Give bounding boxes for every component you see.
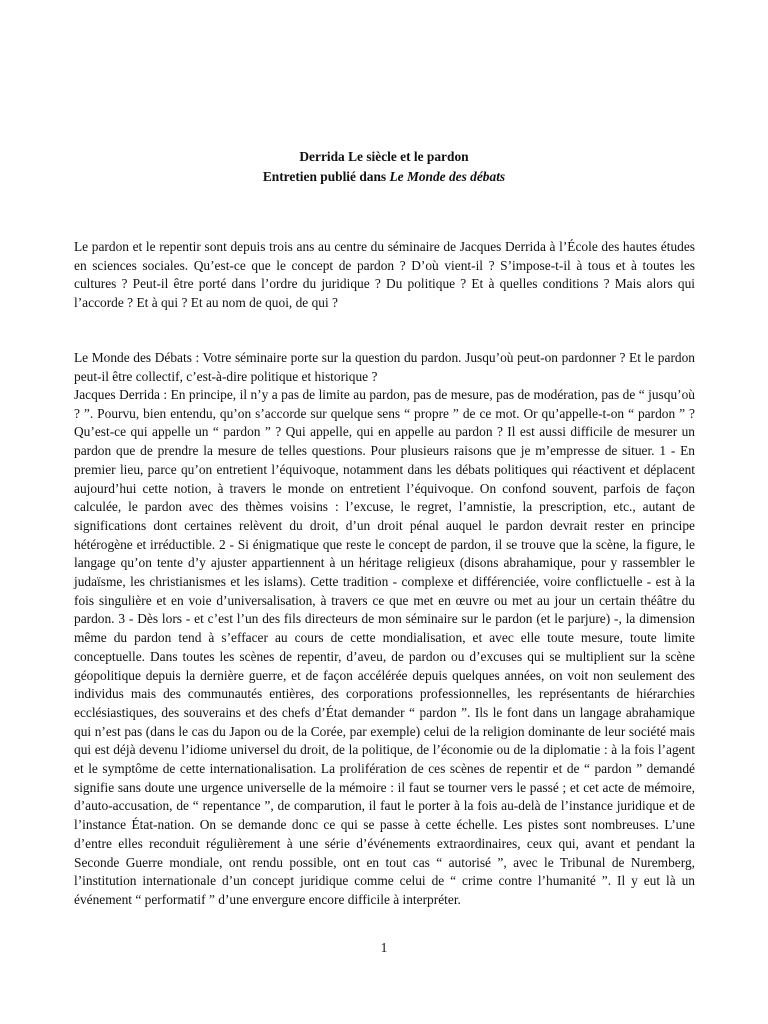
document-title: Derrida Le siècle et le pardon	[299, 149, 469, 164]
title-block	[0, 147, 768, 187]
publication-name: Le Monde des débats	[389, 169, 506, 184]
intro-paragraph: Le pardon et le repentir sont depuis trois ans au centre du séminaire de Jacques Derrida à l’École des hautes études en sciences sociales. Qu’est-ce que le concept de pardon ? D’où vient-il ? S’impose-t-il à tous et à toutes les cultures ? Peut-il être porté dans l’ordre du juridique ? Du politique ? Et à quelles conditions ? Mais alors qui l’accorde ? Et à qui ? Et au nom de quoi, de qui ?	[74, 239, 695, 311]
subtitle-prefix: Entretien publié dans	[262, 169, 390, 184]
interview-answer: Jacques Derrida : En principe, il n’y a pas de limite au pardon, pas de mesure, pas de modération, pas de “ jusqu’où ? ”. Pourvu, bien entendu, qu’on s’accorde sur quelque sens “ propre ” de ce mot. Or qu’appelle-t-on “ pardon ” ? Qu’est-ce qui appelle un “ pardon ” ? Qui appelle, qui en appelle au pardon ? Il est aussi difficile de mesurer un pardon que de prendre la mesure de telles questions. Pour plusieurs raisons que je m’empresse de situer. 1 - En premier lieu, parce qu’on entretient l’équivoque, notamment dans les débats politiques qui réactivent et déplacent aujourd’hui cette notion, à travers le monde on entretient l’équivoque. On confond souvent, parfois de façon calculée, le pardon avec des thèmes voisins : l’excuse, le regret, l’amnistie, la prescription, etc., autant de significations dont certaines relèvent du droit, d’un droit pénal auquel le pardon devrait rester en principe hétérogène et irréductible. 2 - Si énigmatique que reste le concept de pardon, il se trouve que la scène, la figure, le langage qu’on tente d’y ajuster appartiennent à un héritage religieux (disons abrahamique, pour y rassembler le judaïsme, les christianismes et les islams). Cette tradition - complexe et différenciée, voire conflictuelle - est à la fois singulière et en voie d’universalisation, à travers ce que met en œuvre ou met au jour un certain théâtre du pardon. 3 - Dès lors - et c’est l’un des fils directeurs de mon séminaire sur le pardon (et le parjure) -, la dimension même du pardon tend à s’effacer au cours de cette mondialisation, et avec elle toute mesure, toute limite conceptuelle. Dans toutes les scènes de repentir, d’aveu, de pardon ou d’excuses qui se multiplient sur la scène géopolitique depuis la dernière guerre, et de façon accélérée depuis quelques années, on voit non seulement des individus mais des communautés entières, des corporations professionnelles, les représentants de hiérarchies ecclésiastiques, des souverains et des chefs d’État demander “ pardon ”. Ils le font dans un langage abrahamique qui n’est pas (dans le cas du Japon ou de la Corée, par exemple) celui de la religion dominante de leur société mais qui est déjà devenu l’idiome universel du droit, de la politique, de l’économie ou de la diplomatie : à la fois l’agent et le symptôme de cette internationalisation. La prolifération de ces scènes de repentir et de “ pardon ” demandé signifie sans doute une urgence universelle de la mémoire : il faut se tourner vers le passé ; et cet acte de mémoire, d’auto-accusation, de “ repentance ”, de comparution, il faut le porter à la fois au-delà de l’instance juridique et de l’instance État-nation. On se demande donc ce qui se passe à cette échelle. Les pistes sont nombreuses. L’une d’entre elles reconduit régulièrement à une série d’événements extraordinaires, ceux qui, avant et pendant la Seconde Guerre mondiale, ont rendu possible, ont en tout cas “ autorisé ”, avec le Tribunal de Nuremberg, l’institution internationale d’un concept juridique comme celui de “ crime contre l’humanité ”. Il y eut là un événement “ performatif ” d’une envergure encore difficile à interpréter.	[74, 387, 695, 907]
interview-question: Le Monde des Débats : Votre séminaire porte sur la question du pardon. Jusqu’où peut-on pardonner ? Et le pardon peut-il être collectif, c’est-à-dire politique et historique ?	[74, 350, 695, 384]
document-subtitle	[0, 167, 768, 187]
page-number: 1	[380, 940, 388, 955]
